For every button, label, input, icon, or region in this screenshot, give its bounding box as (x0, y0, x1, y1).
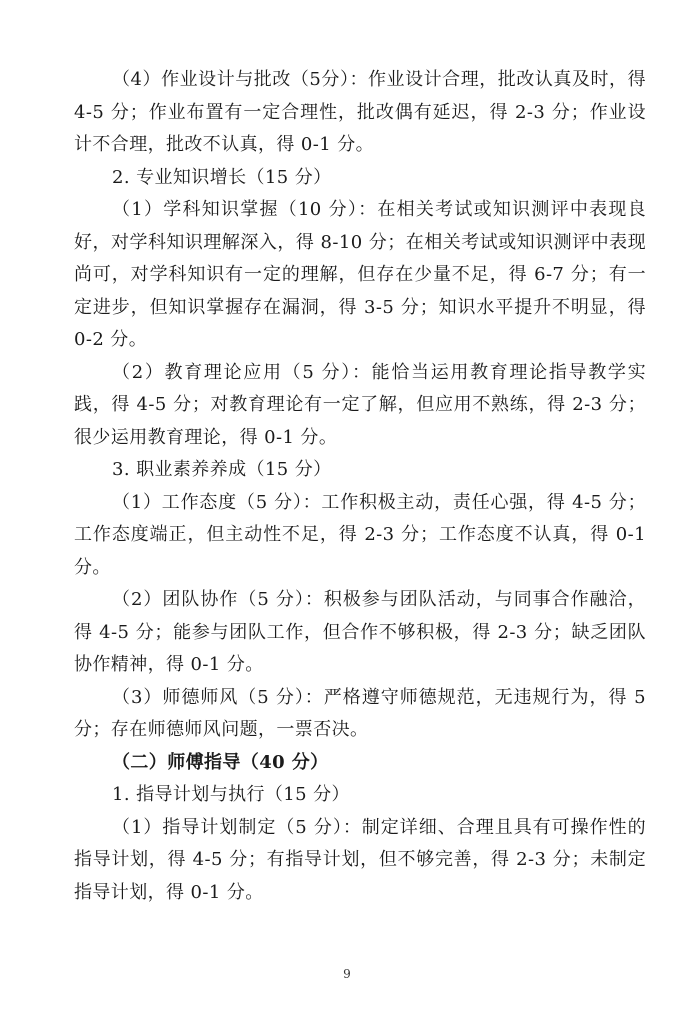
paragraph-work-attitude: （1）工作态度（5 分）：工作积极主动，责任心强，得 4-5 分；工作态度端正，但主动性不足，得 2-3 分；工作态度不认真，得 0-1 分。 (74, 491, 646, 578)
section-heading-mentor-guidance: （二）师傅指导（40 分） (112, 751, 329, 773)
section-heading-guidance-plan: 1. 指导计划与执行（15 分） (112, 784, 350, 805)
paragraph-subject-knowledge: （1）学科知识掌握（10 分）：在相关考试或知识测评中表现良好，对学科知识理解深入，得 8-10 分；在相关考试或知识测评中表现尚可，对学科知识有一定的理解，但存在少量不足，得 6-7 分；有一定进步，但知识掌握存在漏洞，得 3-5 分；知识水平提升不明显，得 0-2 分。 (74, 199, 646, 350)
document-body (74, 64, 646, 909)
section-heading-professional-quality: 3. 职业素养养成（15 分） (112, 459, 332, 480)
paragraph-teacher-ethics: （3）师德师风（5 分）：严格遵守师德规范，无违规行为，得 5 分；存在师德师风问题，一票否决。 (74, 686, 646, 740)
paragraph-homework-design: （4）作业设计与批改（5分）：作业设计合理，批改认真及时，得 4-5 分；作业布置有一定合理性，批改偶有延迟，得 2-3 分；作业设计不合理，批改不认真，得 0-1 分。 (74, 69, 646, 155)
section-heading-professional-knowledge: 2. 专业知识增长（15 分） (112, 166, 332, 188)
page-number: 9 (343, 967, 351, 981)
paragraph-teamwork: （2）团队协作（5 分）：积极参与团队活动，与同事合作融洽，得 4-5 分；能参与团队工作，但合作不够积极，得 2-3 分；缺乏团队协作精神，得 0-1 分。 (74, 589, 646, 675)
paragraph-education-theory: （2）教育理论应用（5 分）：能恰当运用教育理论指导教学实践，得 4-5 分；对教育理论有一定了解，但应用不熟练，得 2-3 分；很少运用教育理论，得 0-1 分。 (74, 361, 646, 448)
paragraph-plan-formulation: （1）指导计划制定（5 分）：制定详细、合理且具有可操作性的指导计划，得 4-5 分；有指导计划，但不够完善，得 2-3 分；未制定指导计划，得 0-1 分。 (74, 816, 646, 903)
